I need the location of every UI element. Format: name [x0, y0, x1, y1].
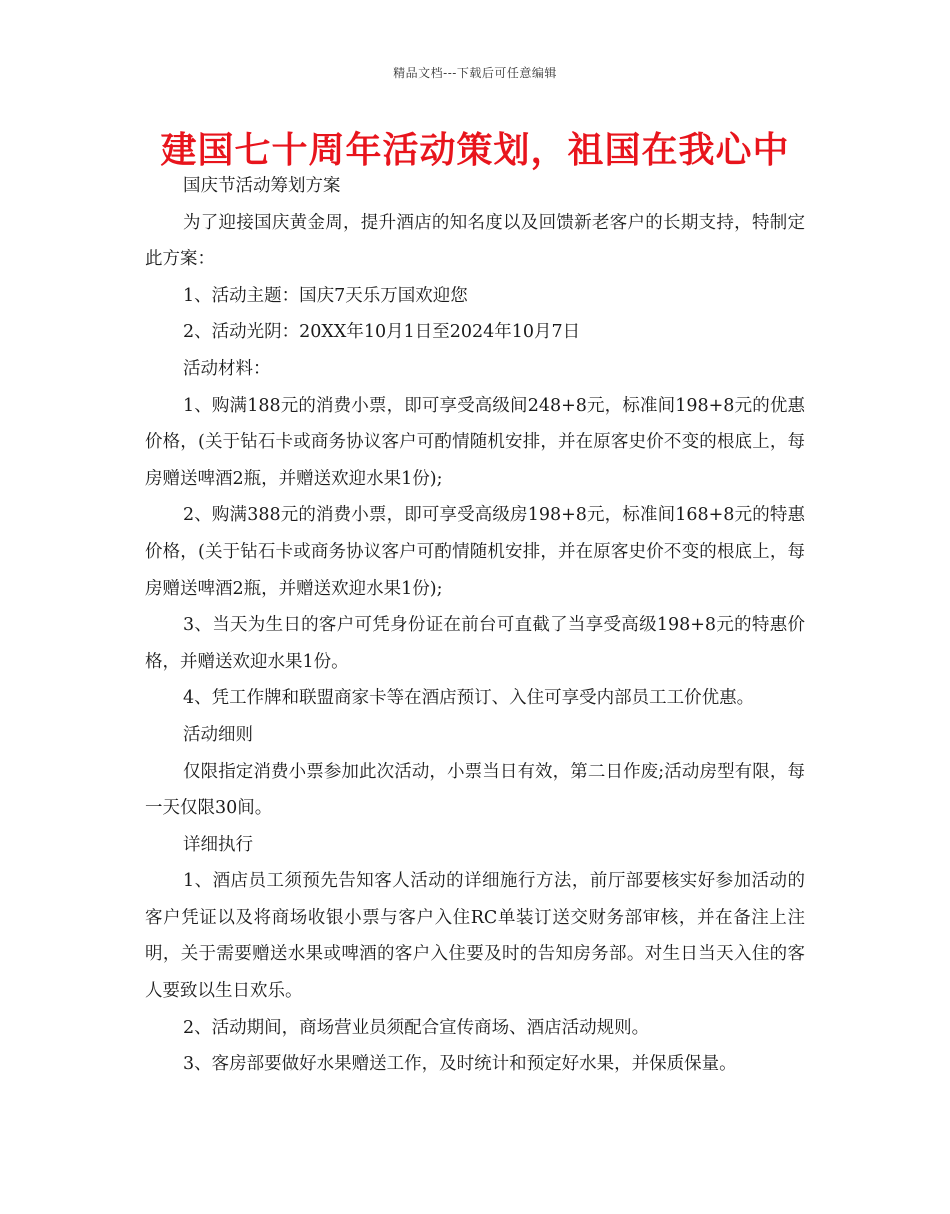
- paragraph-materials-heading: 活动材料：: [183, 358, 271, 379]
- paragraph-material-4: 4、凭工作牌和联盟商家卡等在酒店预订、入住可享受内部员工工价优惠。: [183, 688, 755, 709]
- paragraph-execution-1: 1、酒店员工须预先告知客人活动的详细施行方法，前厅部要核实好参加活动的客户凭证以及将商场收银小票与客户入住RC单装订送交财务部审核，并在备注上注明，关于需要赠送水果或啤酒的客户入住要及时的告知房务部。对生日当天入住的客人要致以生日欢乐。: [145, 871, 805, 1002]
- header-note: 精品文档---下载后可任意编辑: [393, 66, 557, 80]
- paragraph-intro: 为了迎接国庆黄金周，提升酒店的知名度以及回馈新老客户的长期支持，特制定此方案：: [145, 212, 805, 270]
- paragraph-execution-2: 2、活动期间，商场营业员须配合宣传商场、酒店活动规则。: [183, 1017, 650, 1038]
- paragraph-material-1: 1、购满188元的消费小票，即可享受高级间248+8元，标准间198+8元的优惠价格，(关于钻石卡或商务协议客户可酌情随机安排，并在原客史价不变的根底上，每房赠送啤酒2瓶，并赠送欢迎水果1份);: [145, 395, 805, 489]
- paragraph-material-2: 2、购满388元的消费小票，即可享受高级房198+8元，标准间168+8元的特惠价格，(关于钻石卡或商务协议客户可酌情随机安排，并在原客史价不变的根底上，每房赠送啤酒2瓶，并赠送欢迎水果1份);: [145, 505, 805, 599]
- paragraph-rules-heading: 活动细则: [183, 724, 253, 745]
- paragraph-theme: 1、活动主题：国庆7天乐万国欢迎您: [183, 285, 468, 306]
- paragraph-material-3: 3、当天为生日的客户可凭身份证在前台可直截了当享受高级198+8元的特惠价格，并赠送欢迎水果1份。: [145, 615, 805, 672]
- document-body: [145, 168, 805, 1083]
- paragraph-rules: 仅限指定消费小票参加此次活动，小票当日有效，第二日作废;活动房型有限，每一天仅限30间。: [145, 761, 805, 819]
- paragraph-execution-3: 3、客房部要做好水果赠送工作，及时统计和预定好水果，并保质保量。: [183, 1054, 737, 1075]
- document-title: 建国七十周年活动策划，祖国在我心中: [160, 130, 790, 171]
- paragraph-time: 2、活动光阴：20XX年10月1日至2024年10月7日: [183, 322, 581, 343]
- paragraph-execution-heading: 详细执行: [183, 834, 253, 855]
- paragraph-plan-heading: 国庆节活动筹划方案: [183, 176, 341, 196]
